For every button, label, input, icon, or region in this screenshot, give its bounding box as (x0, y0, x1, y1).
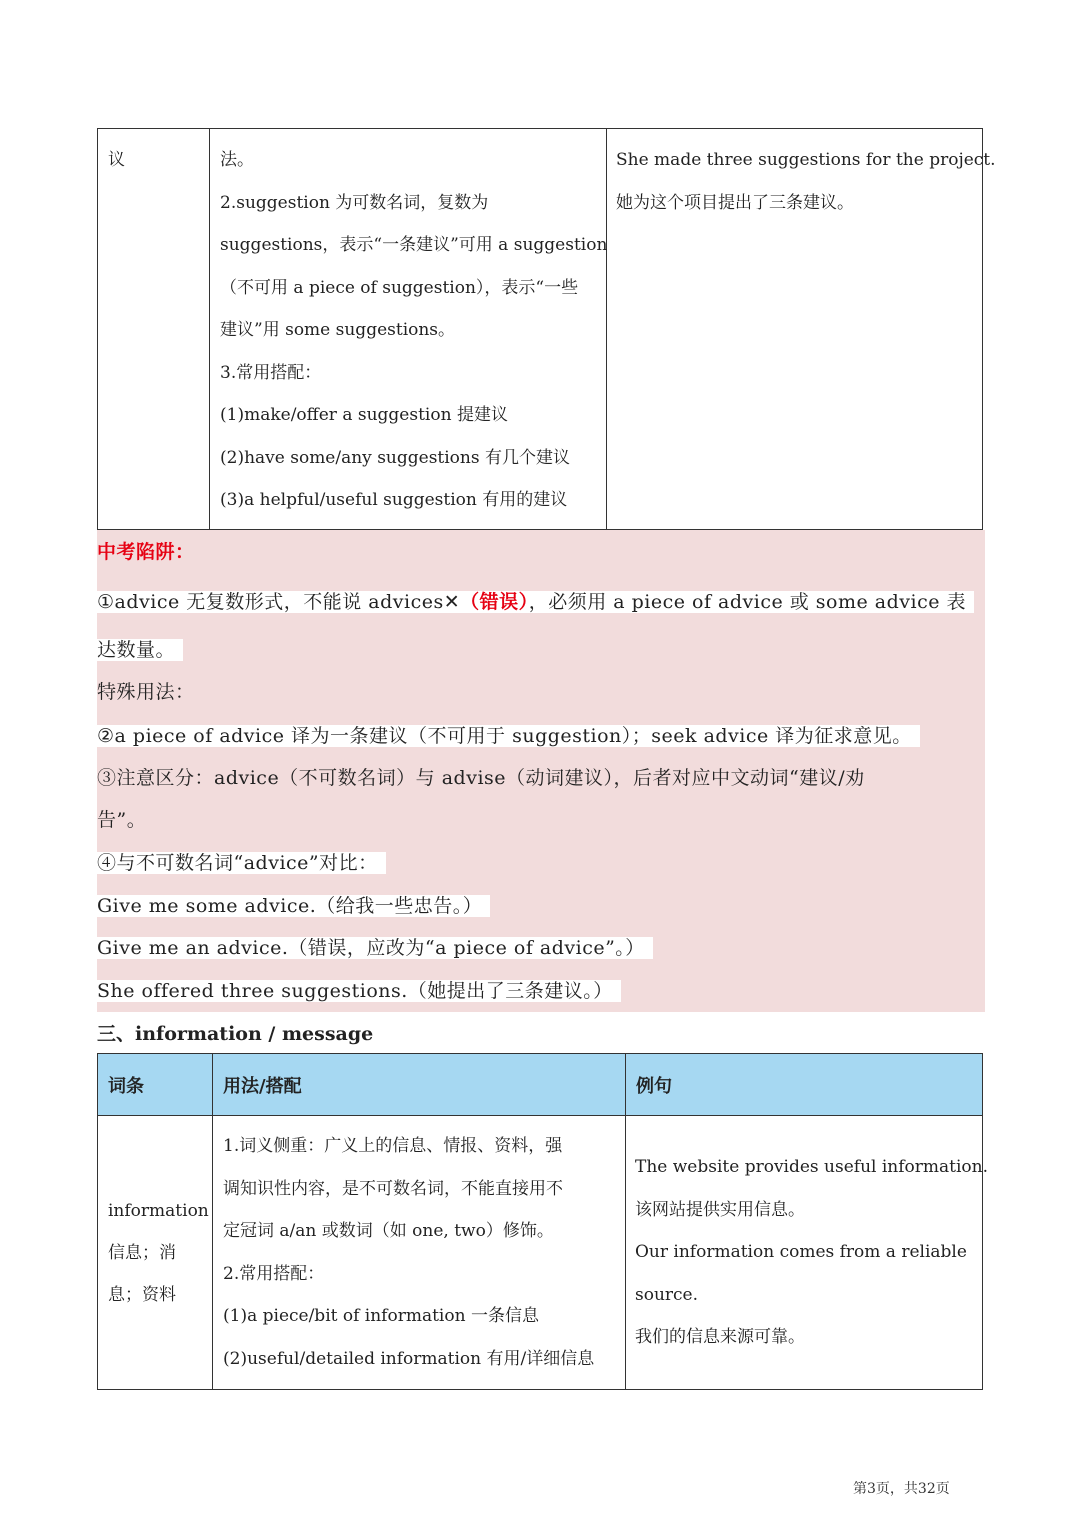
usage-line: 3.常用搭配： (220, 362, 322, 383)
example-3: She offered three suggestions.（她提出了三条建议。） (97, 975, 621, 1007)
word-text: 议 (108, 150, 125, 170)
usage-line: 定冠词 a/an 或数词（如 one, two）修饰。 (223, 1221, 554, 1241)
page-number: 第3页，共32页 (853, 1481, 950, 1497)
example-cell (626, 1116, 989, 1390)
usage-line: 调知识性内容，是不可数名词，不能直接用不 (223, 1178, 563, 1199)
usage-line: （不可用 a piece of suggestion），表示“一些 (220, 277, 579, 298)
example-line: source. (635, 1284, 699, 1305)
word-line: information (108, 1200, 209, 1221)
word-line: 息；资料 (108, 1284, 176, 1305)
usage-line: (1)make/offer a suggestion 提建议 (220, 405, 508, 425)
word-cell (98, 1116, 213, 1390)
special-usage-title: 特殊用法： (97, 681, 195, 703)
example-line: The website provides useful information. (635, 1157, 989, 1178)
usage-line: (2)useful/detailed information 有用/详细信息 (223, 1348, 595, 1369)
trap-point-1: ①advice 无复数形式，不能说 advices✕（错误），必须用 a piece of advice 或 some advice 表 (97, 586, 974, 618)
example-line: 我们的信息来源可靠。 (635, 1327, 805, 1348)
section-heading: 三、information / message (97, 1023, 374, 1045)
example-cell (607, 129, 996, 530)
trap-point-3-cont: 告”。 (97, 809, 147, 831)
trap-title: 中考陷阱： (97, 541, 195, 563)
usage-line: 2.suggestion 为可数名词，复数为 (220, 192, 489, 213)
trap-point-2: ②a piece of advice 译为一条建议（不可用于 suggestion）；seek advice 译为征求意见。 (97, 720, 920, 752)
header-example: 例句 (626, 1054, 983, 1116)
usage-line: 1.词义侧重：广义上的信息、情报、资料，强 (223, 1136, 563, 1156)
word-cell (98, 129, 210, 530)
example-1: Give me some advice.（给我一些忠告。） (97, 890, 490, 922)
usage-line: 2.常用搭配： (223, 1263, 325, 1284)
word-line: 信息；消 (108, 1242, 176, 1263)
example-line: 该网站提供实用信息。 (635, 1199, 805, 1220)
usage-line: 建议”用 some suggestions。 (220, 320, 456, 340)
trap-point-1-cont: 达数量。 (97, 634, 183, 666)
usage-line: (3)a helpful/useful suggestion 有用的建议 (220, 490, 568, 510)
header-usage: 用法/搭配 (213, 1054, 626, 1116)
usage-line: (2)have some/any suggestions 有几个建议 (220, 447, 570, 468)
example-line: She made three suggestions for the project. (616, 150, 996, 170)
suggestion-table (97, 128, 996, 530)
example-2: Give me an advice.（错误，应改为“a piece of advice”。） (97, 932, 653, 964)
information-table (97, 1053, 989, 1390)
usage-cell (210, 129, 607, 530)
usage-line: (1)a piece/bit of information 一条信息 (223, 1306, 539, 1326)
usage-line: 法。 (220, 150, 254, 170)
cross-icon: ✕ (443, 591, 461, 613)
example-line: Our information comes from a reliable (635, 1242, 967, 1263)
example-line: 她为这个项目提出了三条建议。 (616, 192, 854, 213)
usage-cell (213, 1116, 626, 1390)
header-word: 词条 (98, 1054, 213, 1116)
trap-point-3: ③注意区分：advice（不可数名词）与 advise（动词建议），后者对应中文动词“建议/劝 (97, 767, 865, 789)
usage-line: suggestions，表示“一条建议”可用 a suggestion (220, 235, 608, 255)
trap-point-4: ④与不可数名词“advice”对比： (97, 847, 386, 879)
